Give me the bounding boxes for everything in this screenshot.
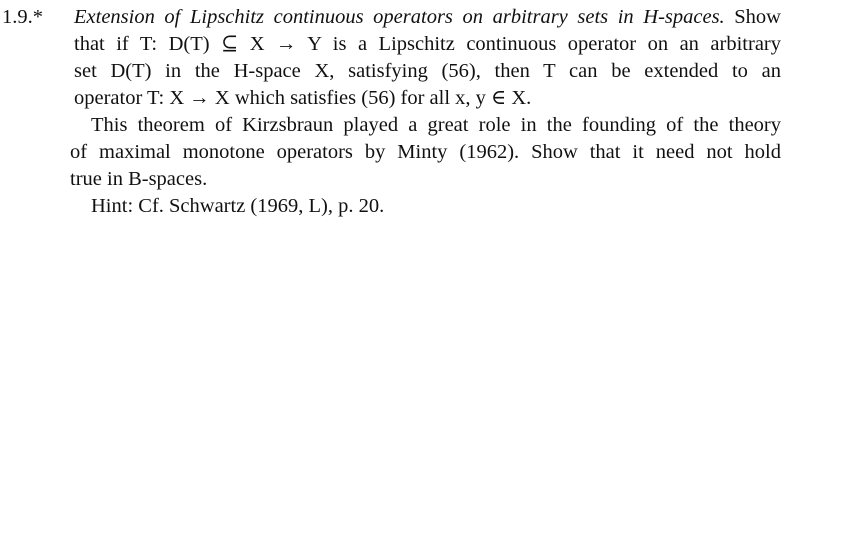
hint-line (91, 193, 384, 220)
problem-line-4 (74, 85, 531, 112)
remark-text-3: true in B-spaces. (70, 168, 208, 190)
statement-text-2: that if T: D(T) ⊆ X → Y is a Lipschitz continuous operator on an arbitrary (74, 33, 781, 55)
remark-line-3 (70, 166, 207, 193)
problem-line-1-rest: Show (724, 6, 781, 28)
hint-text: Hint: Cf. Schwartz (1969, L), p. 20. (91, 195, 385, 217)
remark-line-1 (91, 112, 781, 139)
statement-text-4: operator T: X → X which satisfies (56) for all x, y ∈ X. (74, 87, 532, 109)
problem-line-3 (74, 58, 781, 85)
problem-number: 1.9.* (2, 6, 43, 28)
statement-text-3: set D(T) in the H-space X, satisfying (56), then T can be extended to an (74, 60, 781, 82)
remark-line-2 (70, 139, 781, 166)
remark-text-2: of maximal monotone operators by Minty (1962). Show that it need not hold (70, 141, 781, 163)
problem-line-2 (74, 31, 781, 58)
problem-title: Extension of Lipschitz continuous operators on arbitrary sets in H-spaces. (74, 6, 725, 28)
problem-line-1 (74, 4, 781, 31)
remark-text-1: This theorem of Kirzsbraun played a great role in the founding of the theory (91, 114, 781, 136)
